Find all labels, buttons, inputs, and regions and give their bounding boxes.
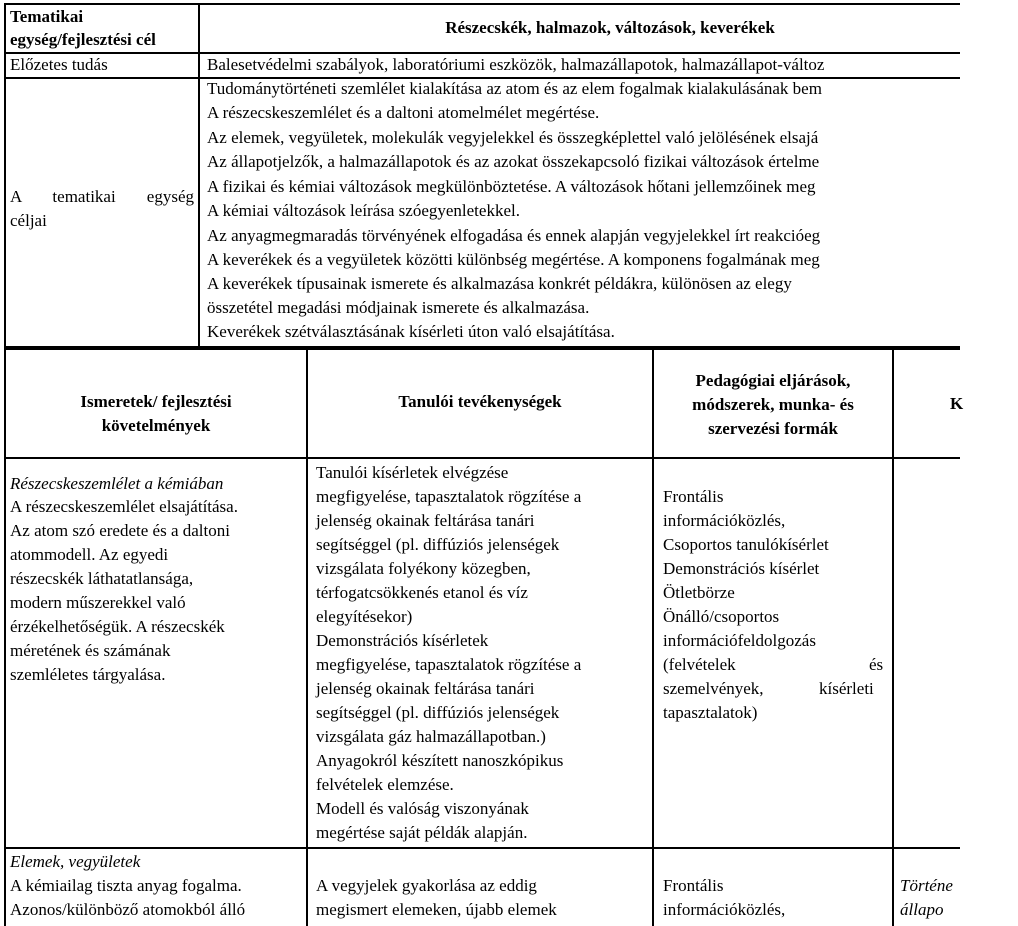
goals-label-line1: A tematikai egység — [10, 187, 194, 206]
knowledge-line: részecskék láthatatlansága, — [10, 569, 194, 588]
goal-item: Keverékek szétválasztásának kísérleti úton való elsajátítása. — [207, 322, 615, 341]
activity-line: Modell és valóság viszonyának — [316, 799, 529, 818]
row2-knowledge-title: Elemek, vegyületek — [10, 852, 141, 871]
method-line: Frontális — [663, 876, 724, 895]
theme-label-line2: egység/fejlesztési cél — [10, 30, 156, 49]
knowledge-line: méretének és számának — [10, 641, 171, 660]
knowledge-line: Azonos/különböző atomokból álló — [10, 900, 246, 919]
activity-line: megfigyelése, tapasztalatok rögzítése a — [316, 655, 582, 674]
activity-line: vizsgálata folyékony közegben, — [316, 559, 531, 578]
header-knowledge-line1: Ismeretek/ fejlesztési — [80, 392, 232, 411]
goal-item: összetétel megadási módjainak ismerete és alkalmazása. — [207, 298, 590, 317]
method-line: Frontális — [663, 487, 724, 506]
prior-knowledge-text: Balesetvédelmi szabályok, laboratóriumi eszközök, halmazállapotok, halmazállapot-változ — [207, 55, 825, 74]
goal-item: Az anyagmegmaradás törvényének elfogadása és ennek alapján vegyjelekkel írt reakcióeg — [207, 226, 821, 245]
method-line: tapasztalatok) — [663, 703, 758, 722]
knowledge-line: érzékelhetőségük. A részecskék — [10, 617, 225, 636]
activity-line: vizsgálata gáz halmazállapotban.) — [316, 727, 546, 746]
header-activities: Tanulói tevékenységek — [398, 392, 562, 411]
activity-line: megismert elemeken, újabb elemek — [316, 900, 557, 919]
goal-item: A kémiai változások leírása szóegyenletekkel. — [207, 201, 520, 220]
cutoff-column-line: Történe — [900, 876, 953, 895]
activity-line: felvételek elemzése. — [316, 775, 454, 794]
knowledge-line: A kémiailag tiszta anyag fogalma. — [10, 876, 242, 895]
goal-item: A keverékek és a vegyületek közötti különbség megértése. A komponens fogalmának meg — [207, 250, 820, 269]
prior-knowledge-label: Előzetes tudás — [10, 55, 108, 74]
activity-line: A vegyjelek gyakorlása az eddig — [316, 876, 537, 895]
cutoff-column-line: állapo — [900, 900, 944, 919]
method-line: Önálló/csoportos — [663, 607, 780, 626]
knowledge-line: Az atom szó eredete és a daltoni — [10, 521, 230, 540]
activity-line: Tanulói kísérletek elvégzése — [316, 463, 509, 482]
goal-item: Tudománytörténeti szemlélet kialakítása az atom és az elem fogalmak kialakulásának bem — [207, 79, 822, 98]
knowledge-line: A részecskeszemlélet elsajátítása. — [10, 497, 238, 516]
method-justified-left: szemelvények, — [663, 679, 764, 698]
method-line: információközlés, — [663, 511, 786, 530]
activity-line: megértése saját példák alapján. — [316, 823, 528, 842]
header-methods-line3: szervezési formák — [708, 419, 838, 438]
theme-label-line1: Tematikai — [10, 7, 84, 26]
method-justified-right: kísérleti — [819, 679, 874, 698]
header-row-divider — [4, 457, 960, 459]
method-justified-right: és — [869, 655, 884, 674]
knowledge-line: modern műszerekkel való — [10, 593, 186, 612]
goal-item: A fizikai és kémiai változások megkülönböztetése. A változások hőtani jellemzőinek meg — [207, 177, 816, 196]
activity-line: Demonstrációs kísérletek — [316, 631, 489, 650]
method-line: Csoportos tanulókísérlet — [663, 535, 829, 554]
method-line: Ötletbörze — [663, 583, 735, 602]
activity-line: segítséggel (pl. diffúziós jelenségek — [316, 703, 560, 722]
header-methods-line1: Pedagógiai eljárások, — [695, 371, 851, 390]
method-justified-left: (felvételek — [663, 655, 736, 674]
knowledge-line: atommodell. Az egyedi — [10, 545, 169, 564]
activity-line: elegyítésekor) — [316, 607, 413, 626]
header-cutoff-column: K — [950, 394, 964, 413]
top-table-border-top — [4, 3, 960, 5]
theme-title: Részecskék, halmazok, változások, keverékek — [445, 18, 775, 37]
goal-item: A keverékek típusainak ismerete és alkalmazása konkrét példákra, különösen az elegy — [207, 274, 792, 293]
method-line: Demonstrációs kísérlet — [663, 559, 820, 578]
row1-knowledge-title: Részecskeszemlélet a kémiában — [10, 474, 224, 493]
main-table-border-top — [4, 348, 960, 350]
activity-line: jelenség okainak feltárása tanári — [316, 511, 535, 530]
method-line: információközlés, — [663, 900, 786, 919]
activity-line: segítséggel (pl. diffúziós jelenségek — [316, 535, 560, 554]
activity-line: megfigyelése, tapasztalatok rögzítése a — [316, 487, 582, 506]
header-methods-line2: módszerek, munka- és — [692, 395, 854, 414]
goal-item: Az állapotjelzők, a halmazállapotok és az azokat összekapcsoló fizikai változások értelme — [207, 152, 820, 171]
row1-divider — [4, 847, 960, 849]
top-table-col-divider — [198, 3, 200, 348]
goal-item: Az elemek, vegyületek, molekulák vegyjelekkel és összegképlettel való jelölésének elsajá — [207, 128, 819, 147]
top-table-row-divider-1 — [4, 52, 960, 54]
activity-line: jelenség okainak feltárása tanári — [316, 679, 535, 698]
activity-line: Anyagokról készített nanoszkópikus — [316, 751, 564, 770]
top-table-border-left — [4, 3, 6, 348]
goal-item: A részecskeszemlélet és a daltoni atomelmélet megértése. — [207, 103, 600, 122]
knowledge-line: szemléletes tárgyalása. — [10, 665, 166, 684]
main-col-divider-3 — [892, 348, 894, 926]
main-col-divider-1 — [306, 348, 308, 926]
method-line: információfeldolgozás — [663, 631, 816, 650]
goals-label-line2: céljai — [10, 211, 47, 230]
header-knowledge-line2: követelmények — [101, 416, 211, 435]
activity-line: térfogatcsökkenés etanol és víz — [316, 583, 528, 602]
